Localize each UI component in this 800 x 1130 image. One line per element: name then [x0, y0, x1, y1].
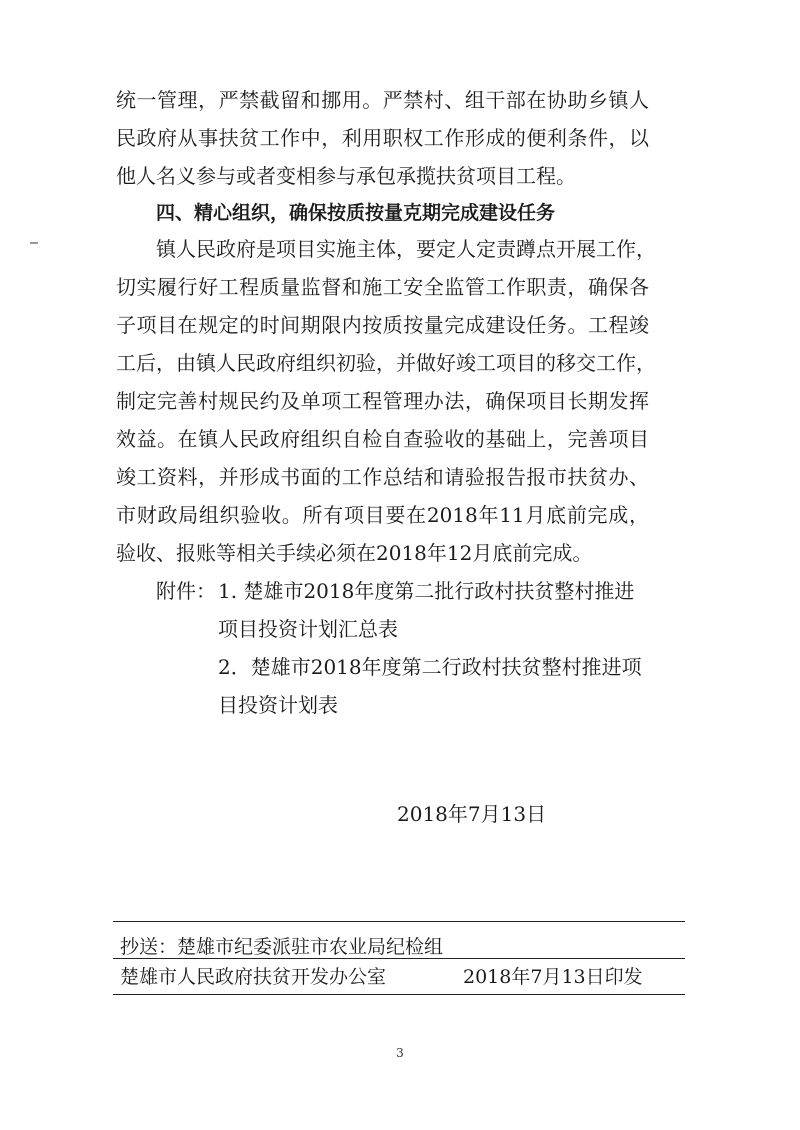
scan-speck [30, 242, 38, 244]
footer-bottom-rule [113, 994, 685, 995]
footer-top-rule [113, 921, 685, 922]
print-date: 2018年7月13日印发 [463, 966, 643, 988]
section-line-1: 镇人民政府是项目实施主体，要定人定责蹲点开展工作， [156, 237, 656, 261]
body-line-2: 民政府从事扶贫工作中，利用职权工作形成的便利条件，以 [116, 126, 649, 150]
section-line-8: 市财政局组织验收。所有项目要在2018年11月底前完成， [116, 503, 649, 527]
attachment-1-line-2: 项目投资计划汇总表 [218, 617, 398, 641]
cc-line: 抄送：楚雄市纪委派驻市农业局纪检组 [120, 936, 444, 958]
attachment-1-line-1: 1. 楚雄市2018年度第二批行政村扶贫整村推进 [218, 579, 635, 603]
section-line-6: 效益。在镇人民政府组织自检自查验收的基础上，完善项目 [116, 427, 649, 451]
issuer-name: 楚雄市人民政府扶贫开发办公室 [120, 966, 387, 988]
section-line-2: 切实履行好工程质量监督和施工安全监管工作职责，确保各 [116, 275, 649, 299]
section-line-3: 子项目在规定的时间期限内按质按量完成建设任务。工程竣 [116, 313, 649, 337]
section-heading: 四、精心组织，确保按质按量克期完成建设任务 [156, 202, 556, 224]
body-line-1: 统一管理，严禁截留和挪用。严禁村、组干部在协助乡镇人 [116, 88, 649, 112]
attachment-2-line-1: 2．楚雄市2018年度第二行政村扶贫整村推进项 [218, 655, 642, 679]
attachments-label: 附件： [156, 579, 216, 603]
section-line-7: 竣工资料，并形成书面的工作总结和请验报告报市扶贫办、 [116, 465, 649, 489]
section-line-9: 验收、报账等相关手续必须在2018年12月底前完成。 [116, 541, 593, 565]
document-date: 2018年7月13日 [397, 802, 547, 826]
body-line-3: 他人名义参与或者变相参与承包承揽扶贫项目工程。 [116, 164, 576, 188]
section-line-5: 制定完善村规民约及单项工程管理办法，确保项目长期发挥 [116, 389, 649, 413]
footer-middle-rule [113, 958, 685, 959]
page-number: 3 [396, 1046, 404, 1060]
section-line-4: 工后，由镇人民政府组织初验，并做好竣工项目的移交工作， [116, 351, 656, 375]
attachment-2-line-2: 目投资计划表 [218, 693, 338, 717]
